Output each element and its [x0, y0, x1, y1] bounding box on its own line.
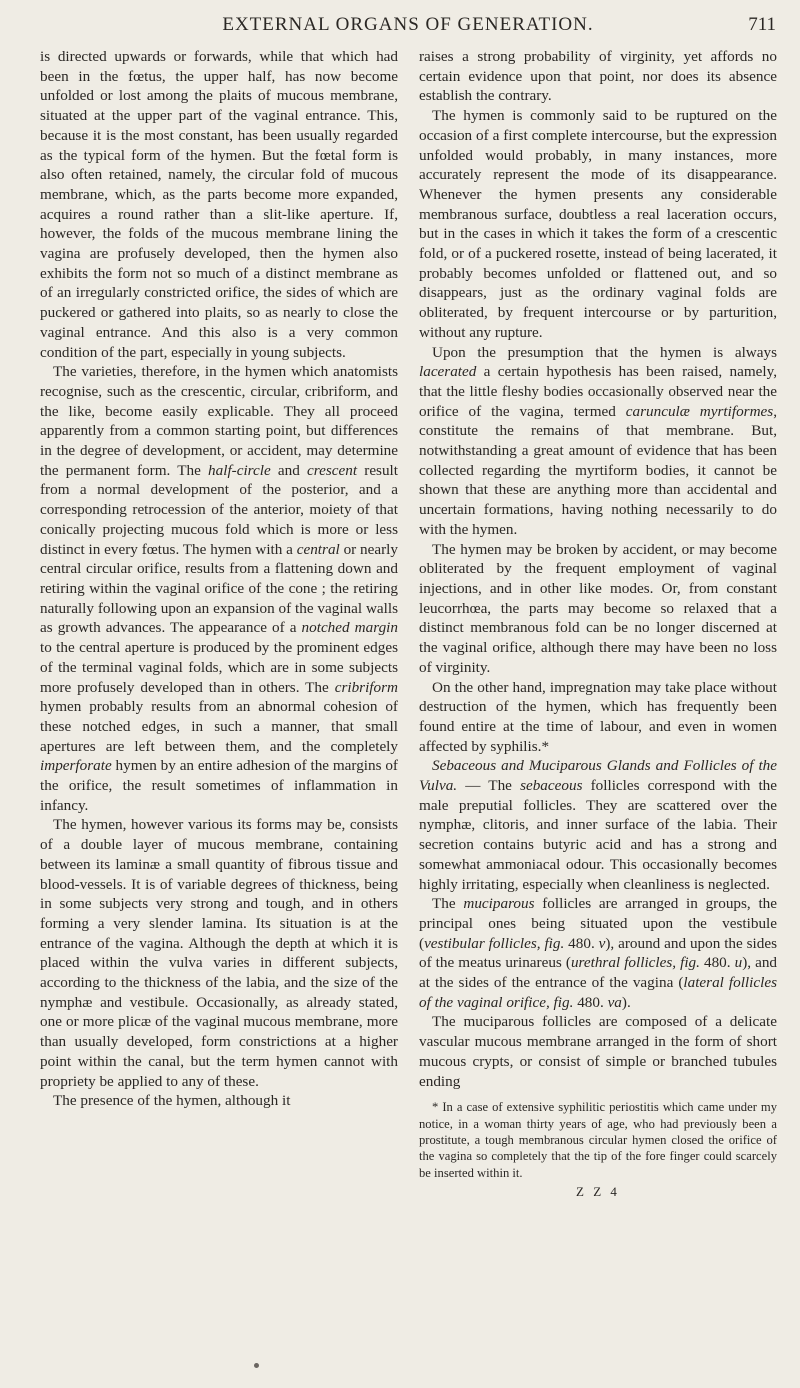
italic-text: va [607, 993, 622, 1011]
running-head [40, 14, 776, 42]
footnote: * In a case of extensive syphilitic periostitis which came under my notice, in a woman thirty years of age, who had previously been a prostitute, a tough membranous circular hymen closed the orifice of the vagina so completely that the tip of the fore finger could scarcely be inserted within it. [419, 1100, 777, 1180]
text-run: On the other hand, impregnation may take place without destruction of the hymen, which has frequently been found entire at the time of labour, and even in women affected by syphilis.* [419, 678, 777, 755]
text-run: The muciparous follicles are composed of a delicate vascular mucous membrane arranged in the form of short mucous crypts, or consist of simple or branched tubules ending [419, 1013, 777, 1090]
italic-text: v [598, 934, 606, 952]
text-run: is directed upwards or forwards, while that which had been in the fœtus, the upper half, has now become unfolded or lost among the plaits of mucous membrane, situated at the upper part of the vaginal entrance. This, because it is the most constant, has been usually regarded as the typical form of the hymen. But the fœtal form is also often retained, namely, the circular fold of mucous membrane, which, as the parts become more expanded, acquires a round rather than a slit-like aperture. If, however, the folds of the mucous membrane lining the vagina are profusely developed, then the hymen also exhibits the form not so much of a distinct membrane as of an irregularly constricted orifice, the sides of which are puckered or gathered into plaits, so as nearly to close the vaginal entrance. And this also is a very common condition of the part, especially in young subjects. [40, 48, 398, 361]
text-run: 480. [573, 993, 608, 1011]
paragraph [419, 540, 777, 678]
text-run: follicles are arranged in groups, the principal ones being situated upon the vestibule ( [419, 895, 777, 952]
italic-text: lateral follicles of the vaginal orifice, fig. [419, 974, 777, 1011]
right-column [419, 47, 777, 1202]
text-run: The presence of the hymen, although it [53, 1092, 291, 1110]
text-run: raises a strong probability of virginity, yet affords no certain evidence upon that point, nor does its absence establish the contrary. [419, 48, 777, 105]
paragraph [419, 47, 777, 106]
text-run: hymen probably results from an abnormal cohesion of these notched edges, in such a manner, that small apertures are left between them, and the completely [40, 698, 398, 755]
italic-text: carunculæ myrtiformes [625, 402, 774, 420]
paragraph [40, 362, 398, 815]
italic-text: central [296, 540, 340, 558]
text-run: and [270, 461, 308, 479]
text-run: The [432, 895, 464, 913]
paragraph [419, 106, 777, 342]
text-run: , constitute the remains of that membrane. But, notwithstanding a great amount of evidence that has been collected regarding the myrtiform bodies, it cannot be shown that these are anything more than accidental and uncertain formations, having nothing necessarily to do with the hymen. [419, 402, 777, 538]
italic-text: Sebaceous and Muciparous Glands and Follicles of the Vulva. [419, 757, 777, 795]
signature-mark: Z Z 4 [576, 1184, 620, 1200]
text-run: to the central aperture is produced by the prominent edges of the terminal vaginal folds, which are in some subjects more profusely developed than in others. The [40, 639, 398, 696]
page-number: 711 [748, 14, 776, 35]
italic-text: cribriform [334, 678, 398, 696]
italic-text: urethral follicles, fig. [570, 954, 700, 972]
text-run: The hymen, however various its forms may be, consists of a double layer of mucous membrane, containing between its laminæ a small quantity of fibrous tissue and blood-vessels. It is of variable degrees of thickness, being in some subjects very strong and tough, and in others forming a very slender lamina. Its situation is at the entrance of the vagina. Although the depth at which it is placed within the vulva varies in different subjects, according to the thickness of the labia, and the size of the nymphæ and vestibule. Occasionally, as already stated, one or more plicæ of the vaginal mucous membrane, more than usually developed, form constrictions at a higher point within the canal, but the term hymen cannot with propriety be applied to any of these. [40, 816, 398, 1090]
text-run: The hymen may be broken by accident, or may become obliterated by the frequent employment of vaginal injections, and in other like modes. Or, from constant leucorrhœa, the parts may become so relaxed that a distinct membranous fold can be no longer discerned at the vaginal orifice, although there may have been no loss of virginity. [419, 540, 777, 676]
text-run: 480. [699, 954, 735, 972]
italic-text: crescent [307, 461, 358, 479]
text-run: a certain hypothesis has been raised, namely, that the little fleshy bodies occasionally observed near the orifice of the vagina, termed [419, 363, 777, 420]
right-column-body [419, 47, 777, 1091]
text-run: — The [457, 777, 521, 795]
paragraph [419, 1012, 777, 1091]
text-run: result from a normal development of the posterior, and a corresponding retrocession of the anterior, moiety of that conically projecting mucous fold which is more or less distinct in every fœtus. The hymen with a [40, 461, 398, 558]
paragraph [419, 756, 777, 894]
paragraph [40, 47, 398, 362]
paragraph [419, 678, 777, 757]
italic-text: half-circle [208, 461, 271, 479]
paragraph [419, 894, 777, 1012]
text-run: ). [621, 993, 631, 1011]
left-column [40, 47, 398, 1111]
text-run: The hymen is commonly said to be ruptured on the occasion of a first complete intercourse, but the expression unfolded would probably, in many instances, more accurately represent the mode of its disappearance. Whenever the hymen presents any considerable membranous surface, doubtless a real laceration occurs, but in the cases in which it takes the form of a crescentic fold, or of a puckered rosette, instead of being lacerated, it probably becomes unfolded or flattened out, and so disappears, just as the ordinary vaginal folds are obliterated, by frequent intercourse or by parturition, without any rupture. [419, 107, 777, 341]
text-run: Upon the presumption that the hymen is always [432, 343, 777, 361]
italic-text: u [734, 954, 743, 972]
paragraph [40, 815, 398, 1091]
italic-text: vestibular follicles, fig. [424, 934, 565, 952]
text-run: or nearly central circular orifice, results from a flattening down and retiring within the vaginal orifice of the cone ; the retiring naturally following upon an expansion of the vaginal walls as growth advances. The appearance of a [40, 540, 398, 637]
running-title: EXTERNAL ORGANS OF GENERATION. [222, 14, 594, 35]
text-run: ), around and upon the sides of the meatus urinareus ( [419, 934, 778, 972]
italic-text: muciparous [463, 895, 535, 913]
print-speck [254, 1363, 259, 1368]
italic-text: imperforate [40, 757, 112, 775]
paragraph [419, 343, 777, 540]
text-run: ), and at the sides of the entrance of the vagina ( [419, 954, 778, 992]
italic-text: lacerated [419, 363, 477, 381]
italic-text: sebaceous [520, 777, 583, 795]
paragraph [40, 1091, 398, 1111]
text-run: follicles correspond with the male preputial follicles. They are scattered over the nymphæ, clitoris, and inner surface of the labia. Their secretion contains butyric acid and has a strong and somewhat ammoniacal odour. This occasionally becomes highly irritating, especially when cleanliness is neglected. [419, 777, 777, 893]
text-run: hymen by an entire adhesion of the margins of the orifice, the result sometimes of inflammation in infancy. [40, 757, 398, 814]
text-run: 480. [564, 934, 599, 952]
text-run: The varieties, therefore, in the hymen which anatomists recognise, such as the crescentic, circular, cribriform, and the like, become easily explicable. They all proceed apparently from a common starting point, but differences in the degree of development, or accident, may determine the permanent form. The [40, 363, 398, 479]
italic-text: notched margin [301, 619, 398, 637]
